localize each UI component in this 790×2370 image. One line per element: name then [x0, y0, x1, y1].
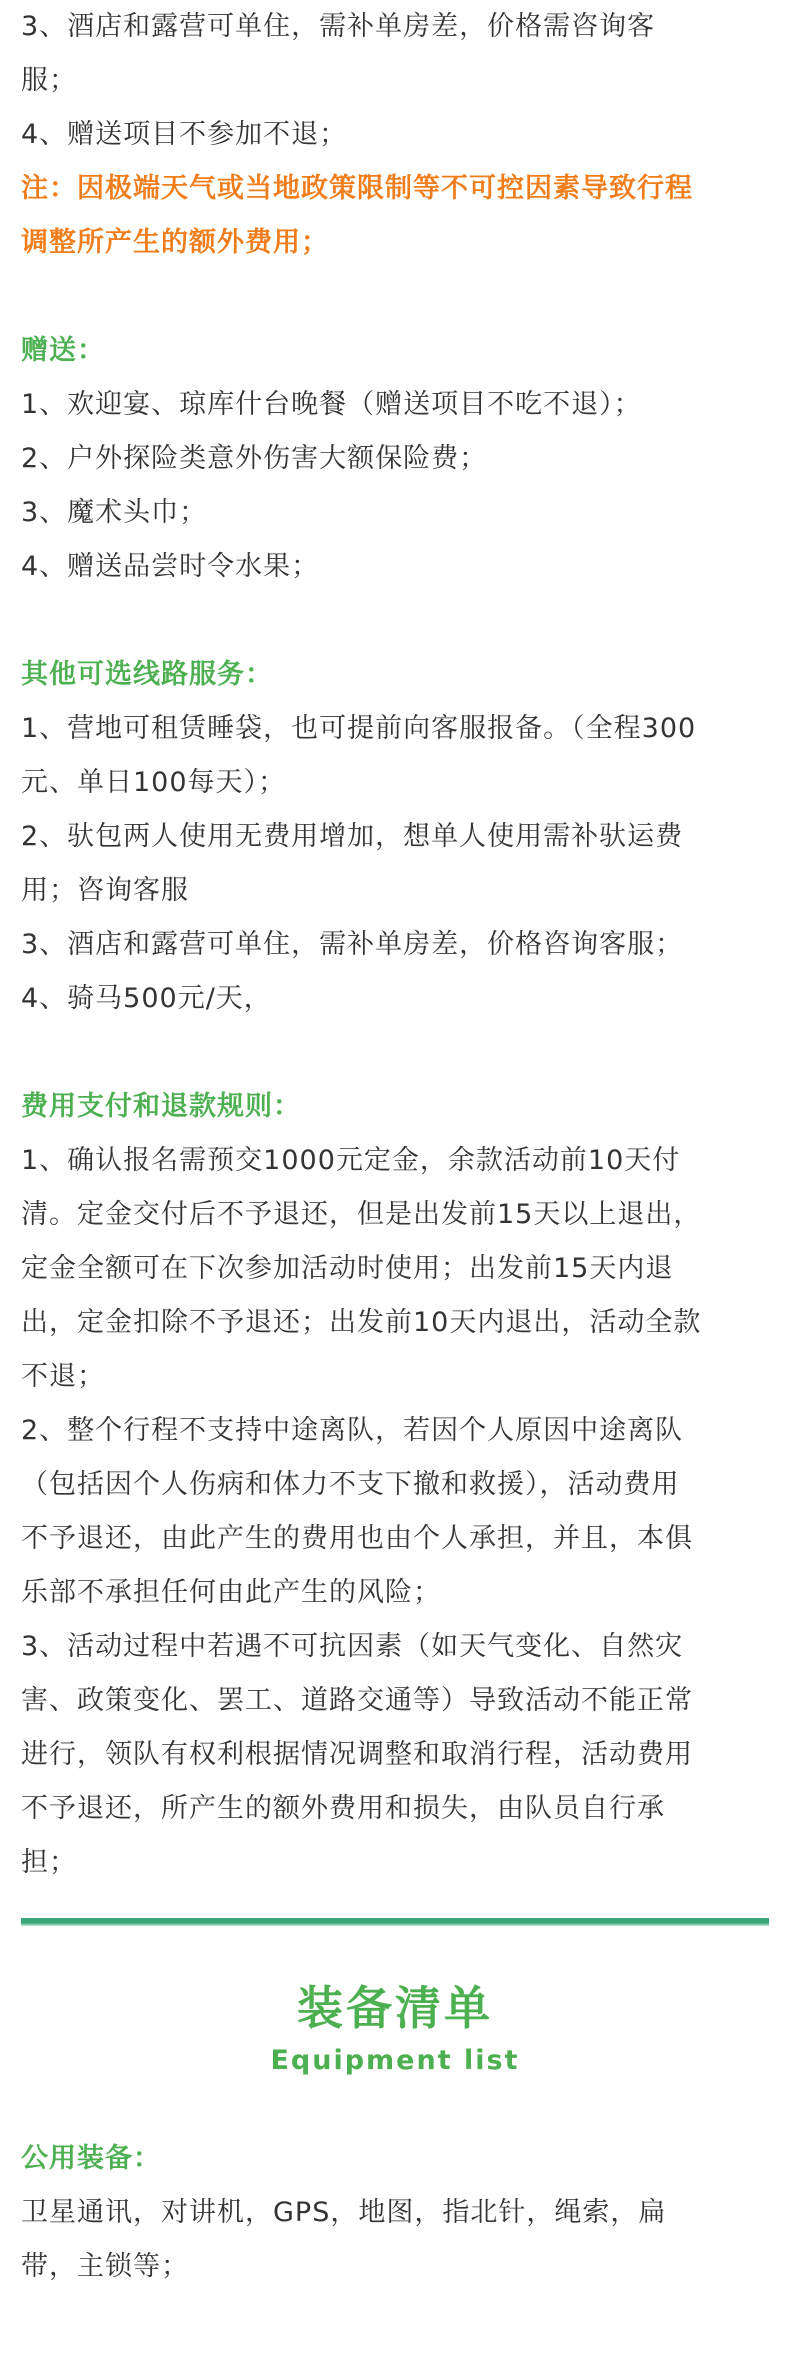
section-divider	[21, 1918, 769, 1926]
public-equipment-b: 带，主锁等；	[21, 2251, 189, 2282]
optional-item-2b: 用；咨询客服	[21, 875, 189, 906]
payment-1e: 不退；	[21, 1361, 105, 1392]
payment-3c: 进行，领队有权利根据情况调整和取消行程，活动费用	[21, 1739, 693, 1770]
payment-3a: 3、活动过程中若遇不可抗因素（如天气变化、自然灾	[21, 1631, 684, 1662]
optional-heading: 其他可选线路服务：	[21, 659, 273, 690]
gifts-heading: 赠送：	[21, 335, 105, 366]
top-line-1-cont: 服；	[21, 65, 77, 96]
equipment-subtitle: Equipment list	[270, 2045, 520, 2076]
payment-1d: 出，定金扣除不予退还；出发前10天内退出，活动全款	[21, 1307, 702, 1338]
optional-item-3: 3、酒店和露营可单住，需补单房差，价格咨询客服；	[21, 929, 684, 960]
gift-item-4: 4、赠送品尝时令水果；	[21, 551, 320, 582]
gift-item-2: 2、户外探险类意外伤害大额保险费；	[21, 443, 488, 474]
payment-2c: 不予退还，由此产生的费用也由个人承担，并且，本俱	[21, 1523, 693, 1554]
payment-2a: 2、整个行程不支持中途离队，若因个人原因中途离队	[21, 1415, 684, 1446]
payment-1b: 清。定金交付后不予退还，但是出发前15天以上退出，	[21, 1199, 702, 1230]
top-line-2: 4、赠送项目不参加不退；	[21, 119, 348, 150]
equipment-title: 装备清单	[297, 1981, 493, 2035]
gift-item-1: 1、欢迎宴、琼库什台晚餐（赠送项目不吃不退）；	[21, 389, 642, 420]
top-line-1: 3、酒店和露营可单住，需补单房差，价格需咨询客	[21, 11, 656, 42]
note-line-b: 调整所产生的额外费用；	[21, 227, 329, 258]
note-line-a: 注：因极端天气或当地政策限制等不可控因素导致行程	[21, 173, 693, 204]
payment-3b: 害、政策变化、罢工、道路交通等）导致活动不能正常	[21, 1685, 693, 1716]
optional-item-4: 4、骑马500元/天，	[21, 983, 272, 1014]
payment-3d: 不予退还，所产生的额外费用和损失，由队员自行承	[21, 1793, 665, 1824]
payment-2d: 乐部不承担任何由此产生的风险；	[21, 1577, 441, 1608]
public-equipment-a: 卫星通讯，对讲机，GPS，地图，指北针，绳索，扁	[21, 2197, 667, 2228]
public-equipment-heading: 公用装备：	[21, 2143, 161, 2174]
payment-1a: 1、确认报名需预交1000元定金，余款活动前10天付	[21, 1145, 681, 1176]
optional-item-2a: 2、驮包两人使用无费用增加，想单人使用需补驮运费	[21, 821, 684, 852]
optional-item-1b: 元、单日100每天）；	[21, 767, 287, 798]
payment-heading: 费用支付和退款规则：	[21, 1091, 301, 1122]
optional-item-1a: 1、营地可租赁睡袋，也可提前向客服报备。（全程300	[21, 713, 697, 744]
gift-item-3: 3、魔术头巾；	[21, 497, 208, 528]
payment-2b: （包括因个人伤病和体力不支下撤和救援），活动费用	[21, 1469, 680, 1500]
payment-1c: 定金全额可在下次参加活动时使用；出发前15天内退	[21, 1253, 674, 1284]
payment-3e: 担；	[21, 1847, 77, 1878]
